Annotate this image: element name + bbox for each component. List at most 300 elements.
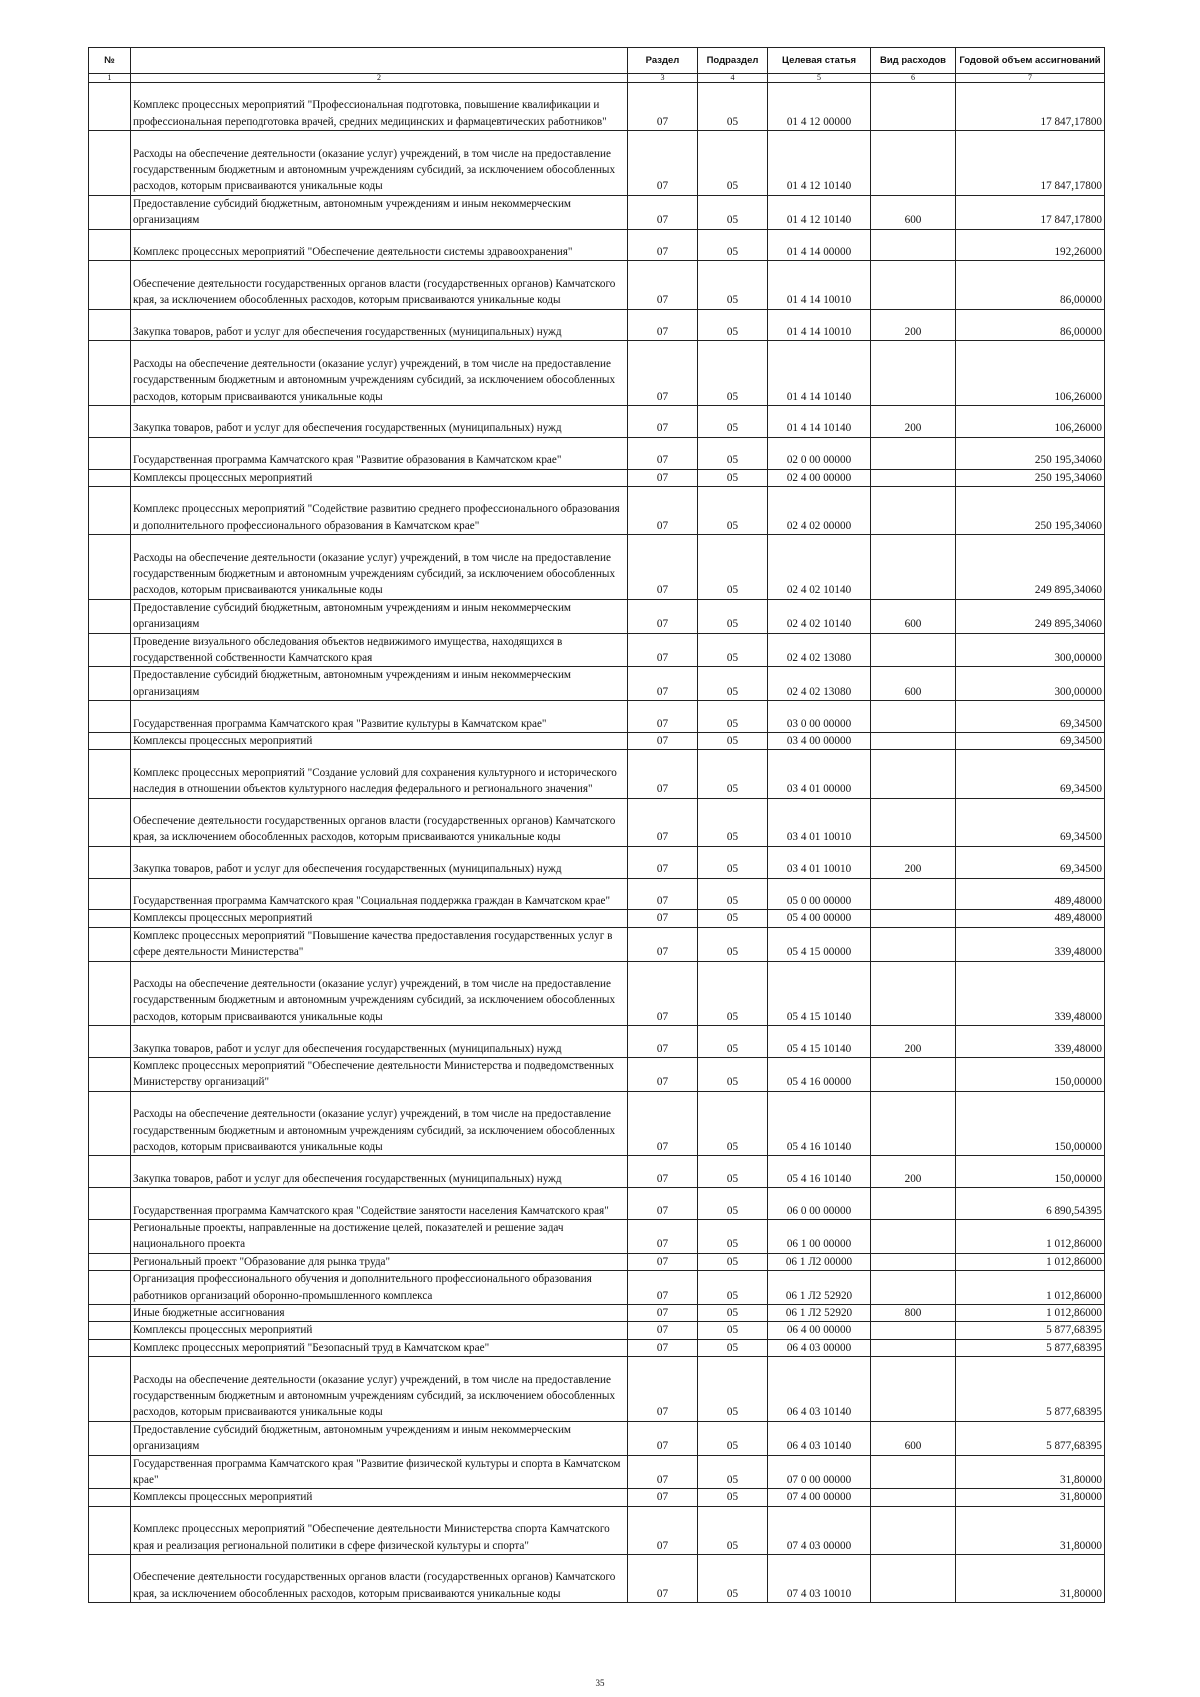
row-amount-cell: 69,34500 [956, 701, 1105, 733]
table-row [89, 1188, 1105, 1220]
row-index-cell [89, 229, 131, 261]
row-index-cell [89, 1555, 131, 1603]
row-subsection-cell: 05 [698, 599, 768, 633]
row-name-cell: Расходы на обеспечение деятельности (оказание услуг) учреждений, в том числе на предоставление государственным бюджетным и автономным учреждениям субсидий, за исключением обособленных расходов, которым присваиваются уникальные коды [131, 131, 628, 196]
row-name-cell: Обеспечение деятельности государственных органов власти (государственных органов) Камчатского края, за исключением обособленных расходов, которым присваиваются уникальные коды [131, 261, 628, 309]
row-target-cell: 06 4 03 10140 [768, 1357, 871, 1422]
row-section-cell: 07 [628, 599, 698, 633]
column-number: 4 [698, 74, 768, 83]
row-index-cell [89, 131, 131, 196]
table-row [89, 1026, 1105, 1058]
table-row [89, 195, 1105, 229]
row-amount-cell: 31,80000 [956, 1455, 1105, 1489]
table-row [89, 750, 1105, 798]
row-section-cell: 07 [628, 469, 698, 486]
row-name-cell: Комплекс процессных мероприятий "Безопасный труд в Камчатском крае" [131, 1339, 628, 1356]
row-section-cell: 07 [628, 1555, 698, 1603]
row-target-cell: 01 4 12 10140 [768, 131, 871, 196]
row-amount-cell: 69,34500 [956, 750, 1105, 798]
row-subsection-cell: 05 [698, 405, 768, 437]
row-name-cell: Комплексы процессных мероприятий [131, 469, 628, 486]
row-expense-type-cell [871, 732, 956, 749]
row-amount-cell: 17 847,17800 [956, 83, 1105, 131]
row-section-cell: 07 [628, 1339, 698, 1356]
table-row [89, 633, 1105, 667]
row-subsection-cell: 05 [698, 195, 768, 229]
row-amount-cell: 31,80000 [956, 1506, 1105, 1554]
row-name-cell: Комплекс процессных мероприятий "Обеспечение деятельности системы здравоохранения" [131, 229, 628, 261]
row-subsection-cell: 05 [698, 437, 768, 469]
row-name-cell: Комплексы процессных мероприятий [131, 910, 628, 927]
row-amount-cell: 69,34500 [956, 846, 1105, 878]
row-amount-cell: 6 890,54395 [956, 1188, 1105, 1220]
row-name-cell: Организация профессионального обучения и дополнительного профессионального образования работников организаций оборонно-промышленного комплекса [131, 1271, 628, 1305]
row-expense-type-cell [871, 437, 956, 469]
row-section-cell: 07 [628, 750, 698, 798]
row-name-cell: Государственная программа Камчатского края "Развитие культуры в Камчатском крае" [131, 701, 628, 733]
row-index-cell [89, 846, 131, 878]
row-amount-cell: 192,26000 [956, 229, 1105, 261]
row-expense-type-cell [871, 1188, 956, 1220]
row-expense-type-cell [871, 910, 956, 927]
row-section-cell: 07 [628, 1357, 698, 1422]
row-section-cell: 07 [628, 535, 698, 600]
row-target-cell: 01 4 14 10140 [768, 341, 871, 406]
row-name-cell: Региональные проекты, направленные на достижение целей, показателей и решение задач национального проекта [131, 1219, 628, 1253]
row-target-cell: 01 4 14 10010 [768, 309, 871, 341]
row-subsection-cell: 05 [698, 878, 768, 910]
table-row [89, 341, 1105, 406]
row-expense-type-cell [871, 469, 956, 486]
row-index-cell [89, 1506, 131, 1554]
row-amount-cell: 300,00000 [956, 667, 1105, 701]
row-section-cell: 07 [628, 878, 698, 910]
table-row [89, 1305, 1105, 1322]
row-index-cell [89, 878, 131, 910]
row-name-cell: Комплексы процессных мероприятий [131, 1322, 628, 1339]
table-row [89, 1219, 1105, 1253]
row-expense-type-cell: 200 [871, 405, 956, 437]
row-section-cell: 07 [628, 846, 698, 878]
row-subsection-cell: 05 [698, 1188, 768, 1220]
table-row [89, 535, 1105, 600]
row-name-cell: Государственная программа Камчатского края "Развитие образования в Камчатском крае" [131, 437, 628, 469]
row-target-cell: 07 4 00 00000 [768, 1489, 871, 1506]
table-row [89, 131, 1105, 196]
row-name-cell: Закупка товаров, работ и услуг для обеспечения государственных (муниципальных) нужд [131, 1156, 628, 1188]
row-expense-type-cell [871, 229, 956, 261]
row-subsection-cell: 05 [698, 309, 768, 341]
row-target-cell: 02 4 02 13080 [768, 667, 871, 701]
row-amount-cell: 17 847,17800 [956, 195, 1105, 229]
row-section-cell: 07 [628, 910, 698, 927]
row-subsection-cell: 05 [698, 667, 768, 701]
row-index-cell [89, 750, 131, 798]
row-subsection-cell: 05 [698, 927, 768, 961]
row-amount-cell: 5 877,68395 [956, 1357, 1105, 1422]
row-target-cell: 01 4 14 00000 [768, 229, 871, 261]
row-section-cell: 07 [628, 1305, 698, 1322]
table-row [89, 1489, 1105, 1506]
table-row [89, 732, 1105, 749]
row-target-cell: 05 4 15 10140 [768, 961, 871, 1026]
row-subsection-cell: 05 [698, 1057, 768, 1091]
row-section-cell: 07 [628, 405, 698, 437]
row-amount-cell: 300,00000 [956, 633, 1105, 667]
row-target-cell: 05 4 16 00000 [768, 1057, 871, 1091]
row-section-cell: 07 [628, 1091, 698, 1156]
row-expense-type-cell [871, 798, 956, 846]
row-amount-cell: 250 195,34060 [956, 437, 1105, 469]
column-number: 5 [768, 74, 871, 83]
row-subsection-cell: 05 [698, 1506, 768, 1554]
table-row [89, 798, 1105, 846]
row-name-cell: Расходы на обеспечение деятельности (оказание услуг) учреждений, в том числе на предоставление государственным бюджетным и автономным учреждениям субсидий, за исключением обособленных расходов, которым присваиваются уникальные коды [131, 1357, 628, 1422]
row-index-cell [89, 1489, 131, 1506]
row-name-cell: Предоставление субсидий бюджетным, автономным учреждениям и иным некоммерческим организациям [131, 599, 628, 633]
row-expense-type-cell [871, 131, 956, 196]
row-amount-cell: 69,34500 [956, 798, 1105, 846]
table-body [89, 83, 1105, 1603]
row-subsection-cell: 05 [698, 910, 768, 927]
row-section-cell: 07 [628, 486, 698, 534]
row-index-cell [89, 1156, 131, 1188]
row-index-cell [89, 1253, 131, 1270]
row-section-cell: 07 [628, 1253, 698, 1270]
row-expense-type-cell [871, 1455, 956, 1489]
row-index-cell [89, 1026, 131, 1058]
row-name-cell: Закупка товаров, работ и услуг для обеспечения государственных (муниципальных) нужд [131, 405, 628, 437]
row-subsection-cell: 05 [698, 1253, 768, 1270]
table-row [89, 1339, 1105, 1356]
row-index-cell [89, 1357, 131, 1422]
row-subsection-cell: 05 [698, 1455, 768, 1489]
row-section-cell: 07 [628, 667, 698, 701]
row-amount-cell: 339,48000 [956, 927, 1105, 961]
row-target-cell: 06 4 00 00000 [768, 1322, 871, 1339]
row-expense-type-cell: 600 [871, 1421, 956, 1455]
table-row [89, 910, 1105, 927]
row-index-cell [89, 1339, 131, 1356]
row-target-cell: 02 4 02 13080 [768, 633, 871, 667]
row-index-cell [89, 437, 131, 469]
row-amount-cell: 106,26000 [956, 341, 1105, 406]
row-subsection-cell: 05 [698, 633, 768, 667]
row-index-cell [89, 798, 131, 846]
row-name-cell: Закупка товаров, работ и услуг для обеспечения государственных (муниципальных) нужд [131, 846, 628, 878]
row-subsection-cell: 05 [698, 1357, 768, 1422]
row-index-cell [89, 83, 131, 131]
budget-table [88, 47, 1105, 1603]
row-index-cell [89, 1188, 131, 1220]
header-annual-amount: Годовой объем ассигнований [956, 48, 1105, 74]
row-section-cell: 07 [628, 1156, 698, 1188]
row-subsection-cell: 05 [698, 229, 768, 261]
row-amount-cell: 489,48000 [956, 910, 1105, 927]
table-row [89, 701, 1105, 733]
table-row [89, 1271, 1105, 1305]
table-row [89, 1322, 1105, 1339]
row-section-cell: 07 [628, 633, 698, 667]
row-name-cell: Региональный проект "Образование для рынка труда" [131, 1253, 628, 1270]
row-subsection-cell: 05 [698, 1305, 768, 1322]
table-row [89, 961, 1105, 1026]
row-index-cell [89, 1091, 131, 1156]
table-row [89, 1506, 1105, 1554]
table-row [89, 1421, 1105, 1455]
page-number: 35 [595, 1678, 605, 1688]
row-name-cell: Комплекс процессных мероприятий "Обеспечение деятельности Министерства и подведомственных Министерству организаций" [131, 1057, 628, 1091]
row-target-cell: 02 4 02 10140 [768, 599, 871, 633]
row-index-cell [89, 1322, 131, 1339]
row-target-cell: 07 4 03 00000 [768, 1506, 871, 1554]
column-number: 2 [131, 74, 628, 83]
row-expense-type-cell: 600 [871, 195, 956, 229]
row-target-cell: 03 0 00 00000 [768, 701, 871, 733]
row-index-cell [89, 1271, 131, 1305]
row-index-cell [89, 961, 131, 1026]
row-expense-type-cell: 200 [871, 1026, 956, 1058]
table-header-row [89, 48, 1105, 74]
row-target-cell: 05 0 00 00000 [768, 878, 871, 910]
row-index-cell [89, 1455, 131, 1489]
row-subsection-cell: 05 [698, 1339, 768, 1356]
row-target-cell: 02 4 02 00000 [768, 486, 871, 534]
row-name-cell: Расходы на обеспечение деятельности (оказание услуг) учреждений, в том числе на предоставление государственным бюджетным и автономным учреждениям субсидий, за исключением обособленных расходов, которым присваиваются уникальные коды [131, 535, 628, 600]
row-index-cell [89, 633, 131, 667]
row-expense-type-cell [871, 750, 956, 798]
row-subsection-cell: 05 [698, 798, 768, 846]
row-expense-type-cell: 600 [871, 599, 956, 633]
row-expense-type-cell [871, 701, 956, 733]
row-index-cell [89, 599, 131, 633]
row-name-cell: Закупка товаров, работ и услуг для обеспечения государственных (муниципальных) нужд [131, 1026, 628, 1058]
row-expense-type-cell [871, 341, 956, 406]
row-target-cell: 03 4 01 00000 [768, 750, 871, 798]
row-subsection-cell: 05 [698, 261, 768, 309]
row-subsection-cell: 05 [698, 1026, 768, 1058]
row-expense-type-cell [871, 535, 956, 600]
row-amount-cell: 339,48000 [956, 1026, 1105, 1058]
row-target-cell: 05 4 00 00000 [768, 910, 871, 927]
row-subsection-cell: 05 [698, 1489, 768, 1506]
row-target-cell: 05 4 15 00000 [768, 927, 871, 961]
row-expense-type-cell: 200 [871, 309, 956, 341]
header-subsection: Подраздел [698, 48, 768, 74]
row-target-cell: 03 4 00 00000 [768, 732, 871, 749]
row-section-cell: 07 [628, 1322, 698, 1339]
table-row [89, 927, 1105, 961]
row-amount-cell: 106,26000 [956, 405, 1105, 437]
row-index-cell [89, 927, 131, 961]
row-index-cell [89, 1057, 131, 1091]
row-amount-cell: 250 195,34060 [956, 486, 1105, 534]
header-name [131, 48, 628, 74]
row-subsection-cell: 05 [698, 535, 768, 600]
row-amount-cell: 31,80000 [956, 1489, 1105, 1506]
row-expense-type-cell [871, 1253, 956, 1270]
row-expense-type-cell [871, 927, 956, 961]
row-amount-cell: 1 012,86000 [956, 1271, 1105, 1305]
row-target-cell: 07 4 03 10010 [768, 1555, 871, 1603]
table-row [89, 1253, 1105, 1270]
row-name-cell: Комплексы процессных мероприятий [131, 1489, 628, 1506]
row-section-cell: 07 [628, 195, 698, 229]
row-subsection-cell: 05 [698, 1555, 768, 1603]
table-row [89, 261, 1105, 309]
row-name-cell: Проведение визуального обследования объектов недвижимого имущества, находящихся в государственной собственности Камчатского края [131, 633, 628, 667]
row-subsection-cell: 05 [698, 1219, 768, 1253]
column-number: 3 [628, 74, 698, 83]
row-amount-cell: 86,00000 [956, 261, 1105, 309]
row-expense-type-cell [871, 878, 956, 910]
row-section-cell: 07 [628, 1489, 698, 1506]
row-expense-type-cell [871, 1322, 956, 1339]
row-expense-type-cell: 600 [871, 667, 956, 701]
table-row [89, 486, 1105, 534]
row-name-cell: Расходы на обеспечение деятельности (оказание услуг) учреждений, в том числе на предоставление государственным бюджетным и автономным учреждениям субсидий, за исключением обособленных расходов, которым присваиваются уникальные коды [131, 1091, 628, 1156]
row-name-cell: Государственная программа Камчатского края "Содействие занятости населения Камчатского края" [131, 1188, 628, 1220]
row-section-cell: 07 [628, 1421, 698, 1455]
row-expense-type-cell [871, 961, 956, 1026]
row-subsection-cell: 05 [698, 341, 768, 406]
row-amount-cell: 249 895,34060 [956, 599, 1105, 633]
column-number: 1 [89, 74, 131, 83]
row-name-cell: Расходы на обеспечение деятельности (оказание услуг) учреждений, в том числе на предоставление государственным бюджетным и автономным учреждениям субсидий, за исключением обособленных расходов, которым присваиваются уникальные коды [131, 961, 628, 1026]
row-subsection-cell: 05 [698, 1271, 768, 1305]
row-subsection-cell: 05 [698, 486, 768, 534]
row-expense-type-cell [871, 486, 956, 534]
row-index-cell [89, 1305, 131, 1322]
row-subsection-cell: 05 [698, 1421, 768, 1455]
row-section-cell: 07 [628, 341, 698, 406]
row-amount-cell: 31,80000 [956, 1555, 1105, 1603]
row-name-cell: Государственная программа Камчатского края "Развитие физической культуры и спорта в Камчатском крае" [131, 1455, 628, 1489]
row-name-cell: Иные бюджетные ассигнования [131, 1305, 628, 1322]
row-index-cell [89, 486, 131, 534]
row-target-cell: 02 0 00 00000 [768, 437, 871, 469]
row-amount-cell: 150,00000 [956, 1156, 1105, 1188]
row-index-cell [89, 910, 131, 927]
row-section-cell: 07 [628, 1455, 698, 1489]
row-index-cell [89, 667, 131, 701]
row-name-cell: Предоставление субсидий бюджетным, автономным учреждениям и иным некоммерческим организациям [131, 667, 628, 701]
row-expense-type-cell [871, 1219, 956, 1253]
row-subsection-cell: 05 [698, 846, 768, 878]
table-row [89, 309, 1105, 341]
row-target-cell: 03 4 01 10010 [768, 798, 871, 846]
row-section-cell: 07 [628, 1506, 698, 1554]
row-amount-cell: 5 877,68395 [956, 1322, 1105, 1339]
row-amount-cell: 5 877,68395 [956, 1421, 1105, 1455]
row-subsection-cell: 05 [698, 732, 768, 749]
row-expense-type-cell [871, 1506, 956, 1554]
row-target-cell: 05 4 16 10140 [768, 1091, 871, 1156]
row-index-cell [89, 1219, 131, 1253]
row-expense-type-cell [871, 1357, 956, 1422]
row-name-cell: Обеспечение деятельности государственных органов власти (государственных органов) Камчатского края, за исключением обособленных расходов, которым присваиваются уникальные коды [131, 798, 628, 846]
row-target-cell: 05 4 16 10140 [768, 1156, 871, 1188]
row-expense-type-cell: 200 [871, 1156, 956, 1188]
row-name-cell: Расходы на обеспечение деятельности (оказание услуг) учреждений, в том числе на предоставление государственным бюджетным и автономным учреждениям субсидий, за исключением обособленных расходов, которым присваиваются уникальные коды [131, 341, 628, 406]
row-section-cell: 07 [628, 1219, 698, 1253]
row-index-cell [89, 195, 131, 229]
row-section-cell: 07 [628, 309, 698, 341]
row-section-cell: 07 [628, 961, 698, 1026]
row-subsection-cell: 05 [698, 1156, 768, 1188]
row-index-cell [89, 341, 131, 406]
row-index-cell [89, 309, 131, 341]
table-row [89, 599, 1105, 633]
row-target-cell: 01 4 12 10140 [768, 195, 871, 229]
table-row [89, 229, 1105, 261]
row-section-cell: 07 [628, 701, 698, 733]
table-row [89, 437, 1105, 469]
row-index-cell [89, 1421, 131, 1455]
row-subsection-cell: 05 [698, 131, 768, 196]
row-expense-type-cell [871, 261, 956, 309]
row-name-cell: Комплекс процессных мероприятий "Профессиональная подготовка, повышение квалификации и профессиональная переподготовка врачей, средних медицинских и фармацевтических работников" [131, 83, 628, 131]
row-expense-type-cell [871, 83, 956, 131]
row-amount-cell: 69,34500 [956, 732, 1105, 749]
row-name-cell: Комплекс процессных мероприятий "Обеспечение деятельности Министерства спорта Камчатского края и реализация региональной политики в сфере физической культуры и спорта" [131, 1506, 628, 1554]
row-target-cell: 01 4 14 10140 [768, 405, 871, 437]
table-row [89, 1555, 1105, 1603]
table-row [89, 846, 1105, 878]
table-row [89, 1091, 1105, 1156]
row-index-cell [89, 535, 131, 600]
row-name-cell: Комплекс процессных мероприятий "Содействие развитию среднего профессионального образования и дополнительного профессионального образования в Камчатском крае" [131, 486, 628, 534]
row-target-cell: 02 4 02 10140 [768, 535, 871, 600]
row-name-cell: Комплекс процессных мероприятий "Повышение качества предоставления государственных услуг в сфере деятельности Министерства" [131, 927, 628, 961]
row-expense-type-cell: 800 [871, 1305, 956, 1322]
row-name-cell: Обеспечение деятельности государственных органов власти (государственных органов) Камчатского края, за исключением обособленных расходов, которым присваиваются уникальные коды [131, 1555, 628, 1603]
row-target-cell: 07 0 00 00000 [768, 1455, 871, 1489]
row-expense-type-cell [871, 1057, 956, 1091]
table-row [89, 878, 1105, 910]
row-expense-type-cell [871, 1271, 956, 1305]
row-subsection-cell: 05 [698, 750, 768, 798]
column-number: 7 [956, 74, 1105, 83]
row-section-cell: 07 [628, 261, 698, 309]
row-expense-type-cell [871, 1489, 956, 1506]
row-amount-cell: 1 012,86000 [956, 1253, 1105, 1270]
header-section: Раздел [628, 48, 698, 74]
row-expense-type-cell [871, 1339, 956, 1356]
row-section-cell: 07 [628, 732, 698, 749]
row-target-cell: 01 4 12 00000 [768, 83, 871, 131]
row-amount-cell: 489,48000 [956, 878, 1105, 910]
row-subsection-cell: 05 [698, 961, 768, 1026]
row-index-cell [89, 469, 131, 486]
row-expense-type-cell: 200 [871, 846, 956, 878]
row-section-cell: 07 [628, 229, 698, 261]
row-index-cell [89, 261, 131, 309]
row-name-cell: Государственная программа Камчатского края "Социальная поддержка граждан в Камчатском крае" [131, 878, 628, 910]
table-row [89, 405, 1105, 437]
row-index-cell [89, 732, 131, 749]
row-target-cell: 06 1 Л2 00000 [768, 1253, 871, 1270]
row-subsection-cell: 05 [698, 83, 768, 131]
row-target-cell: 06 1 00 00000 [768, 1219, 871, 1253]
row-amount-cell: 1 012,86000 [956, 1305, 1105, 1322]
row-amount-cell: 150,00000 [956, 1091, 1105, 1156]
row-section-cell: 07 [628, 1271, 698, 1305]
row-amount-cell: 150,00000 [956, 1057, 1105, 1091]
row-name-cell: Закупка товаров, работ и услуг для обеспечения государственных (муниципальных) нужд [131, 309, 628, 341]
table-row [89, 1057, 1105, 1091]
header-target-article: Целевая статья [768, 48, 871, 74]
